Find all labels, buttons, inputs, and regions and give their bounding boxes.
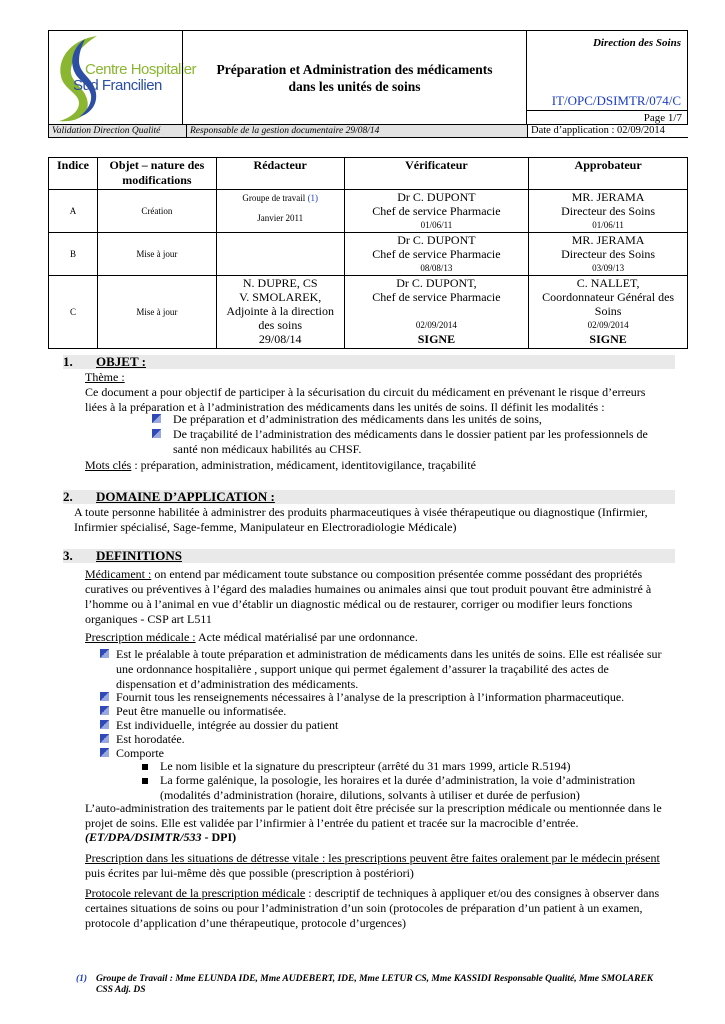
cell-approbateur [529, 276, 688, 349]
cell-approbateur [529, 233, 688, 276]
medicament-text: on entend par médicament toute substance ou composition présentée comme possédant des propriétés [151, 567, 643, 581]
prescription-bullet: Est individuelle, intégrée au dossier du patient [116, 718, 339, 732]
col-header-indice: Indice [49, 158, 98, 190]
bullet-icon [100, 649, 109, 658]
section-heading-objet [63, 355, 675, 369]
appro-date: 03/09/13 [592, 263, 625, 273]
square-bullet-icon [142, 778, 148, 784]
redacteur-line: des soins [258, 318, 303, 332]
section-number: 2. [63, 489, 73, 504]
appro-date: 01/06/11 [592, 220, 624, 230]
objet-bullet-cont: santé non médicaux habilités au CHSF. [173, 442, 362, 456]
protocole-label: Protocole relevant de la prescription médicale [85, 886, 306, 900]
cell-verificateur [344, 190, 529, 233]
square-bullet-icon [142, 764, 148, 770]
prescription-bullet-cont: une ordonnance hospitalière , support unique qui permet également d’assurer la traçabilité des actes de [116, 662, 609, 676]
keywords-label: Mots clés [85, 458, 132, 472]
sub-bullet: Le nom lisible et la signature du prescripteur (arrêté du 31 mars 1999, article R.5194) [160, 759, 571, 773]
page-number: Page 1/7 [526, 110, 688, 124]
col-header-verificateur: Vérificateur [344, 158, 529, 190]
cell-verificateur [344, 233, 529, 276]
prescription-bullet: Est le préalable à toute préparation et administration de médicaments dans les unités de soins. Elle est réalisée sur [116, 647, 662, 661]
col-header-approbateur: Approbateur [529, 158, 688, 190]
bullet-icon [100, 734, 109, 743]
cell-redacteur [216, 276, 344, 349]
redacteur-line: V. SMOLAREK, [239, 290, 322, 304]
footnote [76, 974, 654, 995]
document-reference: IT/OPC/DSIMTR/074/C [551, 93, 681, 108]
direction-label: Direction des Soins [592, 37, 681, 49]
redacteur-line: Adjointe à la direction [226, 304, 335, 318]
verif-date: 02/09/2014 [415, 320, 457, 330]
keywords: : préparation, administration, médicament, identitovigilance, traçabilité [131, 458, 476, 472]
verif-role: Chef de service Pharmacie [372, 247, 501, 261]
appro-line: C. NALLET, [576, 276, 640, 290]
section-number: 3. [63, 548, 73, 563]
medicament-line: curatives ou préventives à l’égard des maladies humaines ou animales ainsi que tout produit pouvant être administré à [85, 582, 652, 596]
medicament-line: organiques - CSP art L511 [85, 612, 212, 626]
section-title: DEFINITIONS [96, 548, 182, 563]
bullet-icon [100, 706, 109, 715]
cell-objet: Mise à jour [97, 276, 216, 349]
prescription-bullet: Fournit tous les renseignements nécessaires à l’analyse de la prescription à l’information pharmaceutique. [116, 690, 625, 704]
medicament-line [85, 567, 642, 582]
verif-name: Dr C. DUPONT [397, 233, 476, 247]
auto-admin-line: projet de soins. Elle est validée par l’infirmier à l’entrée du patient et tracée sur la macrocible d’entrée. [85, 816, 579, 830]
col-header-redacteur: Rédacteur [216, 158, 344, 190]
protocole-line [85, 886, 659, 901]
appro-name: MR. JERAMA [571, 190, 645, 204]
logo-text-line2: Sud Francilien [73, 77, 162, 94]
appro-line: Coordonnateur Général des [542, 290, 675, 304]
theme-line: liées à la préparation et à l’administration des médicaments dans les unités de soins. Il définit les modalités : [85, 400, 605, 414]
footnote-line: CSS Adj. DS [96, 985, 146, 995]
verif-date: 01/06/11 [420, 220, 453, 230]
validation-label: Validation Direction Qualité [52, 126, 161, 136]
verif-name: Dr C. DUPONT, [396, 276, 477, 290]
sub-bullet-cont: (modalités d’administration (horaire, dilutions, solvants à utiliser et durée de perfusion) [160, 788, 580, 802]
col-header-objet: Objet – nature des modifications [97, 158, 216, 190]
redacteur-line: N. DUPRE, CS [242, 276, 318, 290]
prescription-bullet: Peut être manuelle ou informatisée. [116, 704, 287, 718]
protocole-text: : descriptif de techniques à appliquer et/ou des consignes à observer dans [305, 886, 660, 900]
redacteur-line: 29/08/14 [258, 332, 302, 346]
prescription-bullet: Comporte [116, 746, 164, 760]
verif-date: 08/08/13 [420, 263, 453, 273]
cell-redacteur [216, 233, 344, 276]
protocole-line: certaines situations de soins ou pour l’administration d’un soin (protocoles de préparation d’un patient à un examen, [85, 901, 643, 915]
domaine-line: Infirmier spécialisé, Sage-femme, Manipulateur en Electroradiologie Médicale) [74, 520, 457, 534]
section-heading-domaine [63, 490, 675, 504]
validation-bar [48, 124, 688, 138]
section-title: DOMAINE D’APPLICATION : [96, 489, 275, 504]
objet-bullet: De traçabilité de l’administration des médicaments dans le dossier patient par les professionnels de [173, 427, 648, 441]
verif-signature: SIGNE [417, 332, 456, 346]
detresse-line: puis écrites par lui-même dès que possible (prescription à postériori) [85, 866, 414, 880]
appro-role: Directeur des Soins [561, 204, 656, 218]
medicament-label: Médicament : [85, 567, 152, 581]
appro-name: MR. JERAMA [571, 233, 645, 247]
appro-signature: SIGNE [589, 332, 627, 346]
date-application: Date d’application : 02/09/2014 [527, 125, 689, 137]
table-row [49, 190, 688, 233]
cell-approbateur [529, 190, 688, 233]
footnote-line: Groupe de Travail : Mme ELUNDA IDE, Mme AUDEBERT, IDE, Mme LETUR CS, Mme KASSIDI Responsable Qualité, Mme SMOLAREK [96, 974, 654, 984]
footnote-mark: (1) [76, 974, 88, 984]
section-number: 1. [63, 354, 73, 369]
document-header [48, 30, 688, 138]
bullet-icon [152, 414, 161, 423]
cell-objet: Création [97, 190, 216, 233]
cell-objet: Mise à jour [97, 233, 216, 276]
responsable-label: Responsable de la gestion documentaire 29/08/14 [186, 125, 379, 137]
objet-bullet: De préparation et d’administration des médicaments dans les unités de soins, [173, 412, 542, 426]
detresse-line: Prescription dans les situations de détresse vitale : les prescriptions peuvent être faites oralement par le médecin présent [85, 851, 660, 865]
bullet-icon [100, 692, 109, 701]
hospital-logo [48, 30, 197, 125]
cell-indice: C [49, 276, 98, 349]
keywords-line [85, 458, 476, 473]
prescription-bullet-cont: dispensation et d’administration des médicaments. [116, 677, 359, 691]
cell-indice: B [49, 233, 98, 276]
domaine-line: A toute personne habilitée à administrer des produits pharmaceutiques à visée thérapeutique ou diagnostique (Infirmier, [74, 505, 648, 519]
sub-bullet: La forme galénique, la posologie, les horaires et la durée d’administration, la voie d’administration [160, 773, 636, 787]
table-row [49, 276, 688, 349]
prescription-bullet: Est horodatée. [116, 732, 185, 746]
prescription-text: Acte médical matérialisé par une ordonnance. [195, 630, 418, 644]
verif-name: Dr C. DUPONT [397, 190, 476, 204]
theme-line: Ce document a pour objectif de participer à la sécurisation du circuit du médicament en prévenant le risque d’erreurs [85, 385, 646, 399]
cell-verificateur [344, 276, 529, 349]
auto-admin-ref-code: (ET/DPA/DSIMTR/533 [85, 830, 202, 844]
section-heading-definitions [63, 549, 675, 563]
prescription-label: Prescription médicale : [85, 630, 196, 644]
auto-admin-ref-dpi: - DPI) [201, 830, 237, 844]
prescription-line [85, 630, 418, 645]
revision-table [48, 157, 688, 349]
section-title: OBJET : [96, 354, 146, 369]
title-line1: Préparation et Administration des médicaments [216, 61, 493, 77]
redacteur-group: Groupe de travail [242, 193, 306, 203]
verif-role: Chef de service Pharmacie [372, 204, 501, 218]
logo-text-line1: Centre Hospitalier [85, 61, 197, 78]
protocole-line: protocole d’application d’une thérapeutique, protocole d’urgences) [85, 916, 406, 930]
title-line2: dans les unités de soins [288, 78, 421, 94]
bullet-icon [100, 748, 109, 757]
table-row [49, 233, 688, 276]
cell-redacteur [216, 190, 344, 233]
auto-admin-ref [85, 830, 236, 845]
medicament-line: l’homme ou à l’animal en vue d’établir un diagnostic médical ou de restaurer, corriger ou modifier leurs fonctions [85, 597, 633, 611]
bullet-icon [152, 429, 161, 438]
theme-label: Thème : [85, 370, 125, 384]
verif-role: Chef de service Pharmacie [372, 290, 501, 304]
revision-header-row [49, 158, 688, 190]
bullet-icon [100, 720, 109, 729]
appro-date: 02/09/2014 [587, 320, 629, 330]
footnote-ref: (1) [307, 193, 319, 203]
appro-line: Soins [594, 304, 622, 318]
document-title [182, 30, 527, 125]
redacteur-date: Janvier 2011 [257, 213, 304, 223]
appro-role: Directeur des Soins [561, 247, 656, 261]
cell-indice: A [49, 190, 98, 233]
auto-admin-line: L’auto-administration des traitements par le patient doit être précisée sur la prescription médicale ou mentionnée dans le [85, 801, 662, 815]
